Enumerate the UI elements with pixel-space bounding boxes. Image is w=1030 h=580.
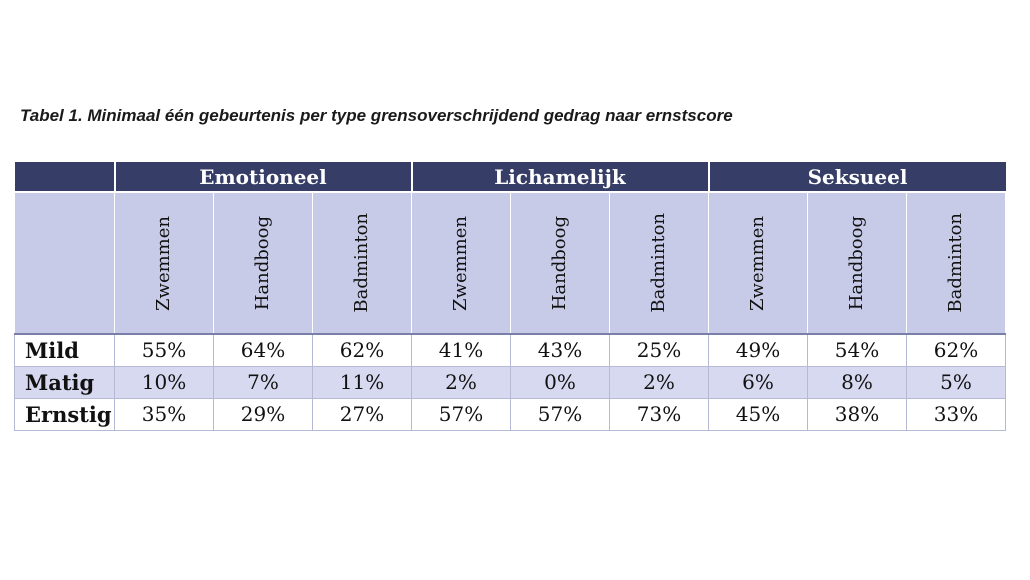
value-cell: 10% [115, 366, 214, 398]
sport-header-label: Zwemmen [747, 215, 768, 311]
sport-header-cell [907, 192, 1006, 334]
sport-header-cell [709, 192, 808, 334]
sport-header-cell [610, 192, 709, 334]
sport-header-cell [313, 192, 412, 334]
sport-header-label: Zwemmen [450, 215, 471, 311]
value-cell: 2% [610, 366, 709, 398]
value-cell: 0% [511, 366, 610, 398]
value-cell: 55% [115, 334, 214, 366]
group-header-emotioneel: Emotioneel [115, 162, 412, 192]
sport-header-cell [412, 192, 511, 334]
sport-header-label: Badminton [648, 213, 669, 313]
sport-header-cell [115, 192, 214, 334]
value-cell: 57% [412, 398, 511, 430]
row-label: Mild [15, 334, 115, 366]
sport-header-label: Handboog [846, 215, 867, 311]
results-table [14, 162, 1006, 431]
value-cell: 7% [214, 366, 313, 398]
value-cell: 57% [511, 398, 610, 430]
table-row-ernstig [15, 398, 1006, 430]
value-cell: 33% [907, 398, 1006, 430]
sport-header-label: Zwemmen [153, 215, 174, 311]
value-cell: 25% [610, 334, 709, 366]
sport-header-label: Handboog [252, 215, 273, 311]
sport-header-cell [808, 192, 907, 334]
value-cell: 5% [907, 366, 1006, 398]
sport-header-row [15, 192, 1006, 334]
value-cell: 27% [313, 398, 412, 430]
table-row-mild [15, 334, 1006, 366]
value-cell: 6% [709, 366, 808, 398]
group-header-lichamelijk: Lichamelijk [412, 162, 709, 192]
group-header-row [15, 162, 1006, 192]
header-corner-cell [15, 162, 115, 192]
value-cell: 38% [808, 398, 907, 430]
value-cell: 35% [115, 398, 214, 430]
value-cell: 62% [313, 334, 412, 366]
table-row-matig [15, 366, 1006, 398]
value-cell: 2% [412, 366, 511, 398]
table-caption: Tabel 1. Minimaal één gebeurtenis per type grensoverschrijdend gedrag naar ernstscore [20, 106, 733, 125]
value-cell: 62% [907, 334, 1006, 366]
sport-header-cell [511, 192, 610, 334]
value-cell: 73% [610, 398, 709, 430]
group-header-seksueel: Seksueel [709, 162, 1006, 192]
value-cell: 54% [808, 334, 907, 366]
value-cell: 11% [313, 366, 412, 398]
sport-header-label: Badminton [945, 213, 966, 313]
sport-header-cell [214, 192, 313, 334]
value-cell: 43% [511, 334, 610, 366]
row-label: Matig [15, 366, 115, 398]
row-label: Ernstig [15, 398, 115, 430]
sport-header-label: Badminton [351, 213, 372, 313]
value-cell: 29% [214, 398, 313, 430]
value-cell: 64% [214, 334, 313, 366]
sport-header-label: Handboog [549, 215, 570, 311]
value-cell: 41% [412, 334, 511, 366]
value-cell: 45% [709, 398, 808, 430]
subheader-corner-cell [15, 192, 115, 334]
value-cell: 8% [808, 366, 907, 398]
value-cell: 49% [709, 334, 808, 366]
